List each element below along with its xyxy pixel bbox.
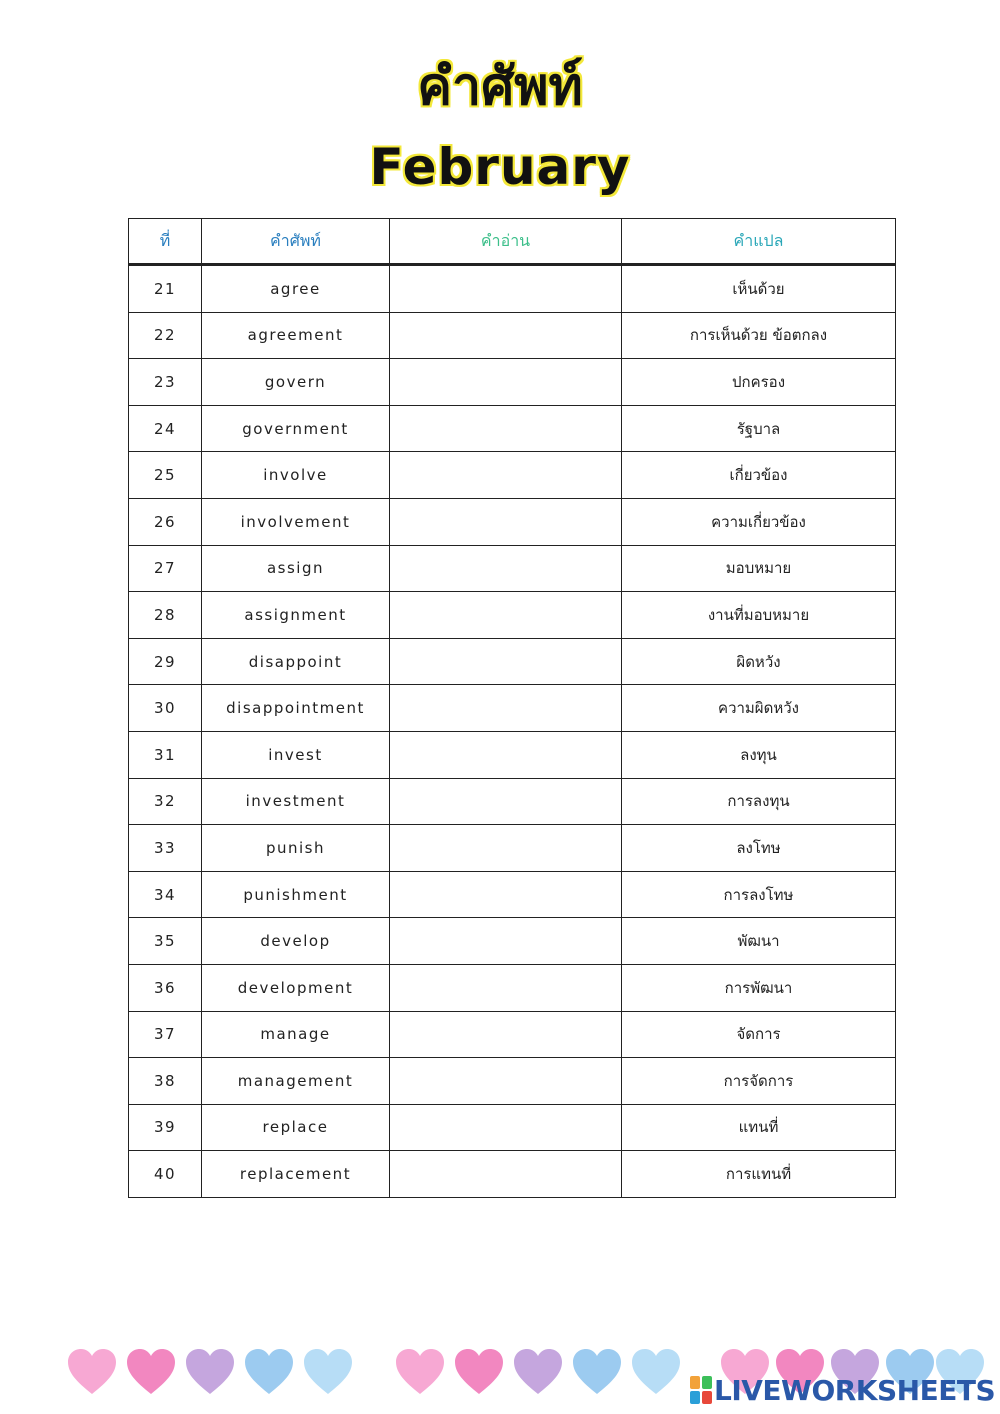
row-number: 39: [129, 1104, 202, 1151]
reading-answer-cell[interactable]: [390, 498, 622, 545]
translation-text: การแทนที่: [622, 1151, 896, 1198]
table-row: [129, 731, 896, 778]
row-number: 23: [129, 359, 202, 406]
translation-text: ปกครอง: [622, 359, 896, 406]
vocab-word: management: [202, 1058, 390, 1105]
heart-icon: [513, 1348, 563, 1396]
row-number: 29: [129, 638, 202, 685]
vocab-word: govern: [202, 359, 390, 406]
reading-answer-cell[interactable]: [390, 918, 622, 965]
heart-icon: [454, 1348, 504, 1396]
table-row: [129, 685, 896, 732]
reading-answer-cell[interactable]: [390, 1011, 622, 1058]
liveworksheets-logo: [690, 1373, 995, 1407]
reading-answer-cell[interactable]: [390, 731, 622, 778]
vocab-word: develop: [202, 918, 390, 965]
logo-text: LIVEWORKSHEETS: [714, 1373, 996, 1407]
liveworksheets-logo-icon: [690, 1376, 712, 1404]
heart-icon: [631, 1348, 681, 1396]
reading-answer-cell[interactable]: [390, 405, 622, 452]
reading-answer-cell[interactable]: [390, 825, 622, 872]
vocab-word: disappointment: [202, 685, 390, 732]
table-row: [129, 918, 896, 965]
table-row: [129, 452, 896, 499]
reading-answer-cell[interactable]: [390, 1104, 622, 1151]
row-number: 37: [129, 1011, 202, 1058]
table-row: [129, 1058, 896, 1105]
reading-answer-cell[interactable]: [390, 964, 622, 1011]
translation-text: ความเกี่ยวข้อง: [622, 498, 896, 545]
row-number: 36: [129, 964, 202, 1011]
vocab-word: punishment: [202, 871, 390, 918]
reading-answer-cell[interactable]: [390, 359, 622, 406]
heart-icon: [303, 1348, 353, 1396]
reading-answer-cell[interactable]: [390, 592, 622, 639]
translation-text: เห็นด้วย: [622, 265, 896, 313]
row-number: 26: [129, 498, 202, 545]
vocabulary-table: [128, 218, 896, 1198]
translation-text: การลงโทษ: [622, 871, 896, 918]
vocab-word: replace: [202, 1104, 390, 1151]
header-word: คำศัพท์: [202, 219, 390, 265]
table-row: [129, 871, 896, 918]
row-number: 40: [129, 1151, 202, 1198]
translation-text: จัดการ: [622, 1011, 896, 1058]
table-header-row: [129, 219, 896, 265]
row-number: 32: [129, 778, 202, 825]
header-translation: คำแปล: [622, 219, 896, 265]
vocab-word: disappoint: [202, 638, 390, 685]
table-row: [129, 359, 896, 406]
page-title-thai: คำศัพท์: [417, 57, 583, 117]
translation-text: เกี่ยวข้อง: [622, 452, 896, 499]
translation-text: การลงทุน: [622, 778, 896, 825]
row-number: 22: [129, 312, 202, 359]
reading-answer-cell[interactable]: [390, 545, 622, 592]
reading-answer-cell[interactable]: [390, 312, 622, 359]
vocab-word: investment: [202, 778, 390, 825]
table-row: [129, 312, 896, 359]
vocab-word: invest: [202, 731, 390, 778]
translation-text: แทนที่: [622, 1104, 896, 1151]
table-row: [129, 265, 896, 313]
row-number: 38: [129, 1058, 202, 1105]
table-row: [129, 1151, 896, 1198]
heart-icon: [244, 1348, 294, 1396]
translation-text: ลงทุน: [622, 731, 896, 778]
table-row: [129, 964, 896, 1011]
translation-text: พัฒนา: [622, 918, 896, 965]
row-number: 24: [129, 405, 202, 452]
translation-text: ความผิดหวัง: [622, 685, 896, 732]
translation-text: ผิดหวัง: [622, 638, 896, 685]
heart-icon: [67, 1348, 117, 1396]
header-num: ที่: [129, 219, 202, 265]
row-number: 28: [129, 592, 202, 639]
row-number: 27: [129, 545, 202, 592]
reading-answer-cell[interactable]: [390, 778, 622, 825]
heart-icon: [395, 1348, 445, 1396]
row-number: 25: [129, 452, 202, 499]
row-number: 35: [129, 918, 202, 965]
row-number: 21: [129, 265, 202, 313]
row-number: 31: [129, 731, 202, 778]
table-body: [129, 265, 896, 1198]
reading-answer-cell[interactable]: [390, 452, 622, 499]
row-number: 30: [129, 685, 202, 732]
table-row: [129, 778, 896, 825]
heart-icon: [185, 1348, 235, 1396]
vocab-word: development: [202, 964, 390, 1011]
vocab-word: manage: [202, 1011, 390, 1058]
table-row: [129, 638, 896, 685]
table-row: [129, 1011, 896, 1058]
vocab-word: agree: [202, 265, 390, 313]
vocab-word: agreement: [202, 312, 390, 359]
reading-answer-cell[interactable]: [390, 871, 622, 918]
translation-text: การพัฒนา: [622, 964, 896, 1011]
translation-text: ลงโทษ: [622, 825, 896, 872]
translation-text: รัฐบาล: [622, 405, 896, 452]
heart-icon: [572, 1348, 622, 1396]
vocab-word: involve: [202, 452, 390, 499]
vocab-word: punish: [202, 825, 390, 872]
translation-text: การเห็นด้วย ข้อตกลง: [622, 312, 896, 359]
header-reading: คำอ่าน: [390, 219, 622, 265]
translation-text: การจัดการ: [622, 1058, 896, 1105]
translation-text: มอบหมาย: [622, 545, 896, 592]
table-row: [129, 825, 896, 872]
table-row: [129, 545, 896, 592]
vocab-word: government: [202, 405, 390, 452]
translation-text: งานที่มอบหมาย: [622, 592, 896, 639]
row-number: 33: [129, 825, 202, 872]
heart-icon: [126, 1348, 176, 1396]
reading-answer-cell[interactable]: [390, 1058, 622, 1105]
table-row: [129, 405, 896, 452]
vocab-word: assign: [202, 545, 390, 592]
vocab-word: assignment: [202, 592, 390, 639]
row-number: 34: [129, 871, 202, 918]
reading-answer-cell[interactable]: [390, 638, 622, 685]
table-row: [129, 592, 896, 639]
reading-answer-cell[interactable]: [390, 265, 622, 313]
page-title-english: February: [369, 138, 631, 196]
reading-answer-cell[interactable]: [390, 1151, 622, 1198]
vocab-word: replacement: [202, 1151, 390, 1198]
table-row: [129, 498, 896, 545]
reading-answer-cell[interactable]: [390, 685, 622, 732]
table-row: [129, 1104, 896, 1151]
vocab-word: involvement: [202, 498, 390, 545]
